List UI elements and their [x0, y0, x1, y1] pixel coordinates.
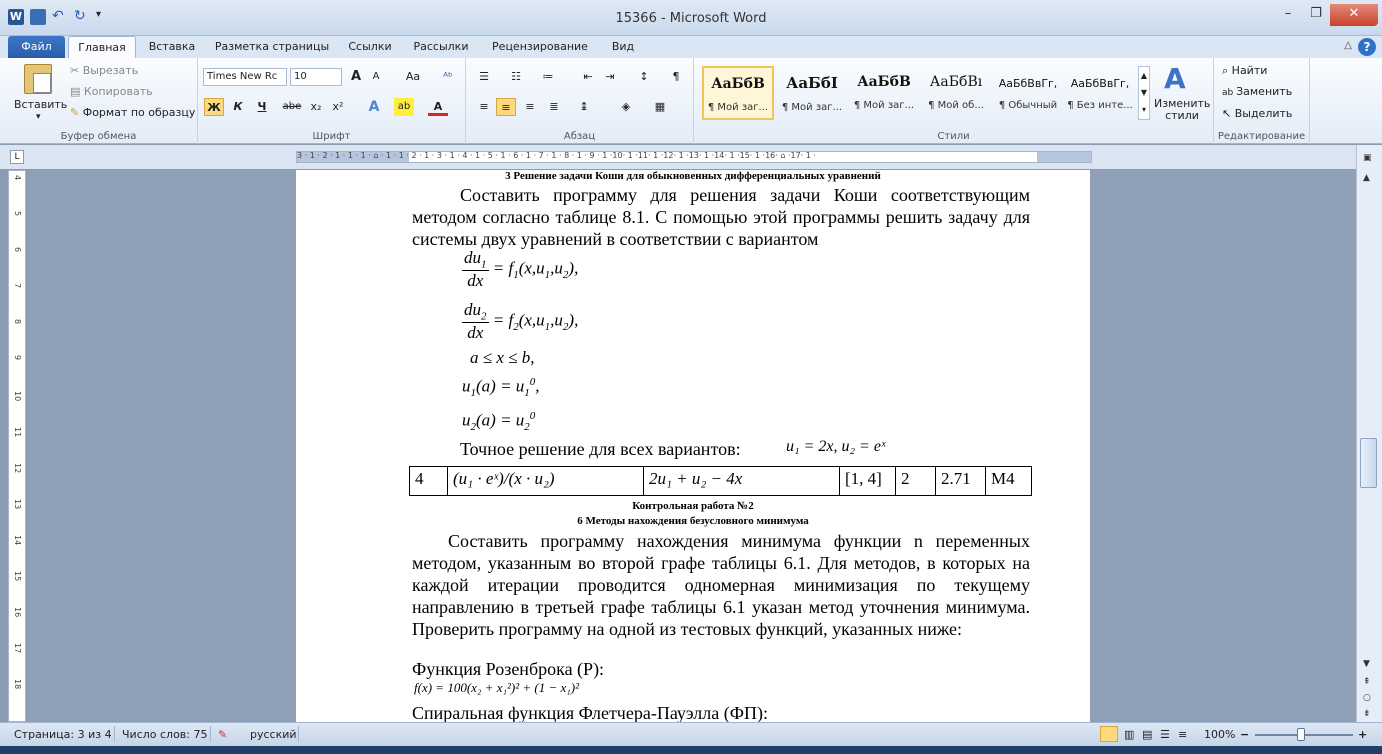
proofing-icon[interactable]: ✎: [218, 728, 228, 741]
change-styles-button[interactable]: Изменить стили: [1154, 97, 1211, 122]
font-group: [198, 58, 466, 144]
shading-icon[interactable]: ◈: [621, 100, 631, 113]
spiral-label: Спиральная функция Флетчера-Пауэлла (ФП):: [412, 703, 768, 722]
underline-button[interactable]: Ч: [257, 100, 267, 113]
taskbar: [0, 746, 1382, 754]
style-item[interactable]: [776, 66, 848, 120]
exact-solution-label: Точное решение для всех вариантов:: [460, 439, 741, 459]
table-cell: [1, 4]: [840, 467, 896, 496]
vruler-mark: 5: [13, 211, 22, 217]
numbering-icon[interactable]: ☷: [511, 70, 521, 83]
style-name: ¶ Без инте...: [1067, 100, 1133, 111]
equation-u2-initial: $u_2(a) = u_2^0$: [462, 410, 536, 434]
paragraph-group-label: Абзац: [563, 131, 596, 142]
help-icon[interactable]: ?: [1358, 38, 1376, 56]
style-name: ¶ Мой заг...: [853, 100, 915, 111]
style-item[interactable]: [702, 66, 774, 120]
section-heading: 3 Решение задачи Коши для обыкновенных дифференциальных уравнений: [505, 170, 881, 182]
format-painter-label: Формат по образцу: [82, 106, 196, 119]
vruler-mark: 14: [13, 535, 22, 546]
scissors-icon: ✂: [70, 64, 83, 77]
styles-group: [694, 58, 1214, 144]
word-count[interactable]: Число слов: 75: [122, 728, 208, 741]
decrease-indent-icon[interactable]: ⇤: [583, 70, 593, 83]
editing-group: [1214, 58, 1310, 144]
paste-button[interactable]: Вставить: [14, 98, 68, 111]
minimum-paragraph: Составить программу нахождения минимума функции n переменных методом, указанным во второй графе таблицы 6.1. Для методов, в которых на каждой итерации проводится одномерная минимизация по текущему направлению в третьей графе таблицы 6.1 указан метод уточнения минимума. Проверить программу на одной из тестовых функций, указанных ниже:: [412, 531, 1030, 639]
variant-table: [409, 466, 1032, 496]
vruler-mark: 4: [13, 175, 22, 181]
tab-home[interactable]: Главная: [68, 36, 136, 58]
vruler-mark: 16: [13, 607, 22, 618]
multilevel-list-icon[interactable]: ≔: [542, 70, 554, 83]
scroll-thumb[interactable]: [1360, 438, 1377, 488]
window-title: 15366 - Microsoft Word: [615, 11, 767, 26]
bold-button[interactable]: Ж: [204, 98, 224, 116]
cut-button[interactable]: [70, 64, 138, 77]
zoom-out-button[interactable]: −: [1240, 728, 1250, 741]
restore-button[interactable]: ❐: [1310, 6, 1322, 21]
equation-range: a ≤ x ≤ b,: [470, 348, 535, 367]
style-sample: АаБбВ: [857, 74, 911, 90]
right-margin: [1037, 152, 1091, 162]
font-name-combo[interactable]: Times New Rc: [203, 68, 287, 86]
clipboard-group-label: Буфер обмена: [60, 131, 137, 142]
sort-icon[interactable]: ↕: [639, 70, 649, 83]
table-cell: 4: [410, 467, 448, 496]
bullets-icon[interactable]: ☰: [479, 70, 489, 83]
zoom-in-button[interactable]: +: [1358, 728, 1368, 741]
font-group-label: Шрифт: [312, 131, 351, 142]
control-work-title: Контрольная работа №2: [632, 500, 754, 512]
replace-button[interactable]: [1222, 85, 1292, 98]
equation-du1: $\frac{du_1}{dx}$ = $f_1(x,u_1,u_2)$,: [464, 248, 579, 291]
format-painter-button[interactable]: [70, 106, 195, 119]
vertical-ruler: [8, 170, 26, 722]
rosenbrock-formula: f(x) = 100(x₂ + x₁²)² + (1 − x₁)²: [414, 680, 580, 695]
table-cell: (u₁ · eˣ)/(x · u₂): [448, 467, 644, 496]
redo-icon[interactable]: ↻: [74, 8, 86, 24]
vruler-mark: 15: [13, 571, 22, 582]
paste-icon[interactable]: [24, 64, 52, 94]
shrink-font-button[interactable]: A: [372, 71, 380, 82]
print-layout-icon[interactable]: [1100, 726, 1118, 742]
collapse-ribbon-icon[interactable]: △: [1344, 40, 1352, 51]
line-spacing-icon[interactable]: ↨: [579, 100, 589, 113]
change-styles-icon: A: [1164, 62, 1186, 95]
style-item[interactable]: [1064, 66, 1136, 120]
ruler-bar[interactable]: [296, 151, 1092, 163]
ribbon: [0, 58, 1382, 144]
style-name: ¶ Мой заг...: [707, 102, 769, 113]
status-divider: [210, 726, 211, 742]
exact-solution-value: u₁ = 2x, u₂ = eˣ: [786, 438, 886, 455]
editing-group-label: Редактирование: [1217, 131, 1306, 142]
vruler-mark: 13: [13, 499, 22, 510]
window-controls: [1274, 4, 1378, 26]
style-sample: АаБбI: [786, 74, 838, 92]
status-bar: [0, 722, 1382, 746]
select-button[interactable]: [1222, 107, 1292, 120]
borders-icon[interactable]: ▦: [654, 100, 666, 113]
vertical-scrollbar[interactable]: [1356, 145, 1382, 722]
style-item[interactable]: [920, 66, 992, 120]
full-screen-icon[interactable]: ▥: [1124, 728, 1135, 741]
minimize-button[interactable]: –: [1284, 6, 1292, 21]
vruler-mark: 17: [13, 643, 22, 654]
justify-icon[interactable]: ≣: [549, 100, 559, 113]
zoom-level[interactable]: 100%: [1204, 728, 1236, 741]
task-paragraph: Составить программу для решения задачи Коши соответствующим методом согласно таблице 8.1. С помощью этой программы решить задачу для системы двух уравнений в соответствии с вариантом: [412, 185, 1030, 249]
highlight-button[interactable]: ab: [394, 98, 414, 116]
font-size-combo[interactable]: 10: [290, 68, 342, 86]
style-item[interactable]: [992, 66, 1064, 120]
draft-icon[interactable]: ≡: [1178, 728, 1188, 741]
find-button[interactable]: [1222, 64, 1267, 78]
tab-selector[interactable]: L: [10, 150, 24, 164]
show-marks-button[interactable]: ¶: [672, 70, 680, 83]
align-right-icon[interactable]: ≡: [525, 100, 535, 113]
font-color-button[interactable]: A: [428, 98, 448, 116]
outline-icon[interactable]: ☰: [1160, 728, 1170, 741]
replace-icon: ab: [1222, 88, 1237, 98]
tab-view[interactable]: Вид: [611, 40, 635, 53]
tab-review[interactable]: Рецензирование: [492, 40, 588, 53]
document-area[interactable]: [28, 170, 1356, 722]
find-label: Найти: [1231, 64, 1268, 77]
subscript-button[interactable]: x₂: [310, 100, 322, 113]
rosenbrock-label: Функция Розенброка (Р):: [412, 659, 605, 679]
style-sample: АаБбВвГг,: [1070, 77, 1130, 90]
scroll-up-icon[interactable]: ▲: [1363, 173, 1370, 183]
replace-label: Заменить: [1236, 85, 1293, 98]
style-name: ¶ Мой об...: [928, 100, 984, 111]
copy-button[interactable]: [70, 85, 153, 98]
vruler-mark: 11: [13, 427, 22, 438]
zoom-slider-knob[interactable]: [1297, 728, 1305, 741]
paragraph-group: [466, 58, 694, 144]
styles-scroll[interactable]: ▲ ▼ ▾: [1138, 66, 1150, 120]
horizontal-ruler: [0, 145, 1382, 169]
scroll-down-icon[interactable]: ▼: [1363, 659, 1370, 669]
close-button[interactable]: ✕: [1330, 4, 1378, 26]
table-cell: 2: [896, 467, 936, 496]
superscript-button[interactable]: x²: [332, 100, 344, 113]
copy-label: Копировать: [83, 85, 153, 98]
binoculars-icon: ⌕: [1222, 64, 1232, 77]
vruler-mark: 9: [13, 355, 22, 361]
tab-mailings[interactable]: Рассылки: [413, 40, 469, 53]
vruler-mark: 18: [13, 679, 22, 690]
clipboard-group: [0, 58, 198, 144]
next-page-icon[interactable]: ⇟: [1363, 709, 1371, 719]
table-cell: M4: [986, 467, 1032, 496]
table-cell: 2.71: [936, 467, 986, 496]
text-effects-button[interactable]: A: [368, 99, 380, 115]
styles-group-label: Стили: [937, 131, 970, 142]
copy-icon: ▤: [70, 85, 84, 98]
language-indicator[interactable]: русский: [250, 728, 297, 741]
style-sample: АаБбВı: [929, 74, 983, 90]
browse-object-icon[interactable]: ○: [1363, 693, 1371, 703]
paste-dropdown-icon[interactable]: ▾: [36, 112, 41, 122]
equation-u1-initial: $u_1(a) = u_1^0$,: [462, 376, 540, 400]
tab-file[interactable]: Файл: [8, 36, 65, 58]
tab-insert[interactable]: Вставка: [148, 40, 196, 53]
increase-indent-icon[interactable]: ⇥: [605, 70, 615, 83]
cursor-icon: ↖: [1222, 107, 1235, 120]
vruler-mark: 8: [13, 319, 22, 325]
section-title: 6 Методы нахождения безусловного минимума: [577, 515, 809, 527]
cut-label: Вырезать: [82, 64, 139, 77]
grow-font-button[interactable]: A: [350, 69, 362, 84]
vruler-mark: 7: [13, 283, 22, 289]
customize-qat-icon[interactable]: ▾: [96, 9, 102, 20]
style-sample: АаБбВ: [711, 76, 765, 92]
word-logo-icon[interactable]: W: [9, 10, 23, 23]
status-divider: [298, 726, 299, 742]
tab-page-layout[interactable]: Разметка страницы: [214, 40, 330, 53]
undo-icon[interactable]: ↶: [52, 8, 64, 24]
page-count[interactable]: Страница: 3 из 4: [14, 728, 112, 741]
style-name: ¶ Обычный: [998, 100, 1058, 111]
vruler-mark: 6: [13, 247, 22, 253]
align-center-icon[interactable]: ≡: [496, 98, 516, 116]
document-page[interactable]: [296, 170, 1090, 722]
change-case-button[interactable]: Aa: [405, 70, 421, 83]
tab-references[interactable]: Ссылки: [348, 40, 392, 53]
vruler-mark: 10: [13, 391, 22, 402]
equation-du2: $\frac{du_2}{dx}$ = $f_2(x,u_1,u_2)$,: [464, 300, 579, 343]
table-cell: 2u₁ + u₂ − 4x: [644, 467, 840, 496]
view-ruler-icon[interactable]: ▣: [1363, 153, 1372, 163]
select-label: Выделить: [1234, 107, 1293, 120]
table-row: [410, 467, 1032, 496]
style-name: ¶ Мой заг...: [781, 102, 843, 113]
style-item[interactable]: [848, 66, 920, 120]
clear-format-button[interactable]: ᴬᵇ: [443, 70, 453, 83]
brush-icon: ✎: [70, 106, 83, 119]
title-bar: [0, 0, 1382, 36]
status-divider: [114, 726, 115, 742]
prev-page-icon[interactable]: ⇞: [1363, 677, 1371, 687]
style-sample: АаБбВвГг,: [998, 77, 1058, 90]
strikethrough-button[interactable]: abe: [282, 101, 302, 112]
web-layout-icon[interactable]: ▤: [1142, 728, 1153, 741]
vruler-mark: 12: [13, 463, 22, 474]
ruler-marks: 3 · 1 · 2 · 1 · 1 · 1 · ⌂ · 1 · 1 · 2 · 1 · 3 · 1 · 4 · 1 · 5 · 1 · 6 · 1 · 7 · 1 · 8 · 1 · 9 · 1 ·10· 1 ·11· 1 ·12· 1 ·13· 1 ·14· 1 ·15· 1 ·16· ⌂ ·17· 1 ·: [297, 151, 816, 160]
ribbon-tabs: [0, 36, 1382, 58]
align-left-icon[interactable]: ≡: [479, 100, 489, 113]
italic-button[interactable]: К: [233, 100, 243, 113]
